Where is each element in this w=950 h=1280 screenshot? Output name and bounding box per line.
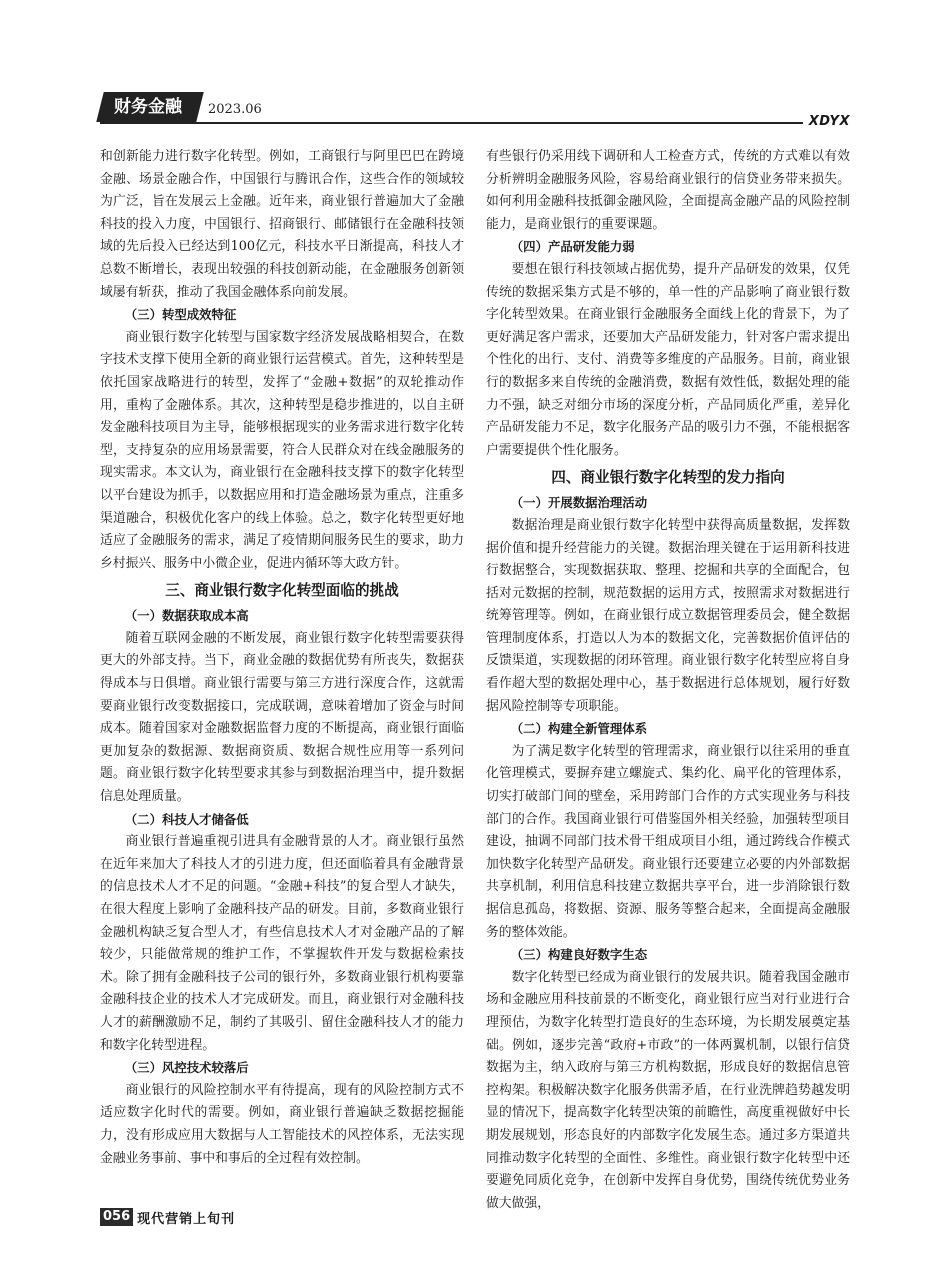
paragraph: 要想在银行科技领域占据优势，提升产品研发的效果，仅凭传统的数据采集方式是不够的，单一性的产品影响了商业银行数字化转型效果。在商业银行金融服务全面线上化的背景下，为了更好满足客户需求，还要加大产品研发能力，针对客户需求提出个性化的出行、支付、消费等多维度的产品服务。目前，商业银行的数据多来自传统的金融消费，数据有效性低，数据处理的能力不强，缺乏对细分市场的深度分析，产品同质化严重，差异化产品研发能力不足，数字化服务产品的吸引力不强，不能根据客户需要提供个性化服务。: [486, 261, 850, 458]
subheading: （三）风控技术较落后: [124, 1060, 249, 1076]
paragraph: 为了满足数字化转型的管理需求，商业银行以往采用的垂直化管理模式，要摒弃建立螺旋式、集约化、扁平化的管理体系，切实打破部门间的壁垒，采用跨部门合作的方式实现业务与科技部门的合作。我国商业银行可借鉴国外相关经验，加强转型项目建设，抽调不同部门技术骨干组成项目小组，通过跨线合作模式加快数字化转型产品研发。商业银行还要建立必要的内外部数据共享机制，利用信息科技建立数据共享平台，进一步消除银行数据信息孤岛，将数据、资源、服务等整合起来，全面提高金融服务的整体效能。: [486, 743, 850, 940]
paragraph: 商业银行数字化转型与国家数字经济发展战略相契合，在数字技术支撑下使用全新的商业银行运营模式。首先，这种转型是依托国家战略进行的转型，发挥了“金融+数据”的双轮推动作用，重构了金融体系。其次，这种转型是稳步推进的，以自主研发金融科技项目为主导，能够根据现实的业务需求进行数字化转型，支持复杂的应用场景需要，符合人民群众对在线金融服务的现实需求。本文认为，商业银行在金融科技支撑下的数字化转型以平台建设为抓手，以数据应用和打造金融场景为重点，注重多渠道融合，积极优化客户的线上体验。总之，数字化转型更好地适应了金融服务的需求，满足了疫情期间服务民生的要求，助力乡村振兴、服务中小微企业，促进内循环等大政方针。: [100, 329, 464, 571]
paragraph: 数字化转型已经成为商业银行的发展共识。随着我国金融市场和金融应用科技前景的不断变化，商业银行应当对行业进行合理预估，为数字化转型打造良好的生态环境，为长期发展奠定基础。例如，逐步完善“政府+市政”的一体两翼机制，以银行信贷数据为主，纳入政府与第三方机构数据，形成良好的数据信息管控构架。积极解决数字化服务供需矛盾，在行业洗牌趋势越发明显的情况下，提高数字化转型决策的前瞻性，高度重视做好中长期发展规划，形态良好的内部数字化发展生态。通过多方渠道共同推动数字化转型的全面性、多维性。商业银行数字化转型中还要避免同质化竞争，在创新中发挥自身优势，围绕传统优势业务做大做强，: [486, 969, 850, 1211]
paragraph: 商业银行普遍重视引进具有金融背景的人才。商业银行虽然在近年来加大了科技人才的引进力度，但还面临着具有金融背景的信息技术人才不足的问题。“金融+科技”的复合型人才缺失，在很大程度上影响了金融科技产品的研发。目前，多数商业银行金融机构缺乏复合型人才，有些信息技术人才对金融产品的了解较少，只能做常规的维护工作，不掌握软件开发与数据检索技术。除了拥有金融科技子公司的银行外，多数商业银行机构要靠金融科技企业的技术人才完成研发。而且，商业银行对金融科技人才的薪酬激励不足，制约了其吸引、留住金融科技人才的能力和数字化转型进程。: [100, 834, 464, 1053]
paragraph: 商业银行的风险控制水平有待提高，现有的风险控制方式不适应数字化时代的需要。例如，商业银行普遍缺乏数据挖掘能力，没有形成应用大数据与人工智能技术的风控体系，无法实现金融业务事前、事中和事后的全过程有效控制。: [100, 1082, 464, 1166]
section-tag: [96, 92, 203, 122]
page-header: [0, 0, 950, 136]
subheading: （二）科技人才储备低: [124, 811, 249, 827]
header-rule: [100, 122, 848, 124]
paragraph: 数据治理是商业银行数字化转型中获得高质量数据，发挥数据价值和提升经营能力的关键。数据治理关键在于运用新科技进行数据整合，实现数据获取、整理、挖掘和共享的全面配合，包括对元数据的控制，规范数据的运用方式，按照需求对数据进行统筹管理等。例如，在商业银行成立数据管理委员会，健全数据管理制度体系，打造以人为本的数据文化，完善数据价值评估的反馈渠道，实现数据的闭环管理。商业银行数字化转型应将自身看作超大型的数据处理中心，基于数据进行总体规划，履行好数据风险控制等专项职能。: [486, 517, 850, 714]
page-number: 056: [100, 1208, 133, 1226]
issue-date: 2023.06: [208, 102, 262, 117]
journal-brand: XDYX: [803, 114, 850, 129]
paragraph: 和创新能力进行数字化转型。例如，工商银行与阿里巴巴在跨境金融、场景金融合作，中国银行与腾讯合作，这些合作的领域较为广泛，旨在发展云上金融。近年来，商业银行普遍加大了金融科技的投入力度，中国银行、招商银行、邮储银行在金融科技领域的先后投入已经达到100亿元，科技水平日渐提高，科技人才总数不断增长，表现出较强的科技创新动能，在金融服务创新领域屡有斩获，推动了我国金融体系向前发展。: [100, 149, 464, 300]
right-column: [486, 146, 850, 1212]
journal-name: 现代营销上旬刊: [137, 1211, 236, 1227]
section-label: 财务金融: [114, 97, 182, 117]
section-heading: 三、商业银行数字化转型面临的挑战: [165, 582, 399, 600]
section-heading: 四、商业银行数字化转型的发力指向: [551, 469, 785, 487]
subheading: （三）转型成效特征: [124, 307, 237, 323]
subheading: （三）构建良好数字生态: [510, 947, 648, 963]
article-body: [100, 146, 850, 1212]
page-footer: [100, 1206, 235, 1228]
paragraph: 有些银行仍采用线下调研和人工检查方式，传统的方式难以有效分析辨明金融服务风险，容易给商业银行的信贷业务带来损失。如何利用金融科技抵御金融风险，全面提高金融产品的风险控制能力，是商业银行的重要课题。: [486, 149, 850, 232]
subheading: （二）构建全新管理体系: [510, 721, 648, 737]
subheading: （四）产品研发能力弱: [510, 239, 635, 255]
subheading: （一）开展数据治理活动: [510, 495, 648, 511]
left-column: [100, 146, 464, 1212]
paragraph: 随着互联网金融的不断发展，商业银行数字化转型需要获得更大的外部支持。当下，商业金融的数据优势有所丧失，数据获得成本与日俱增。商业银行需要与第三方进行深度合作，这就需要商业银行改变数据接口，完成联调，意味着增加了资金与时间成本。随着国家对金融数据监督力度的不断提高，商业银行面临更加复杂的数据源、数据商资质、数据合规性应用等一系列问题。商业银行数字化转型要求其参与到数据治理当中，提升数据信息处理质量。: [100, 630, 464, 805]
subheading: （一）数据获取成本高: [124, 608, 249, 624]
